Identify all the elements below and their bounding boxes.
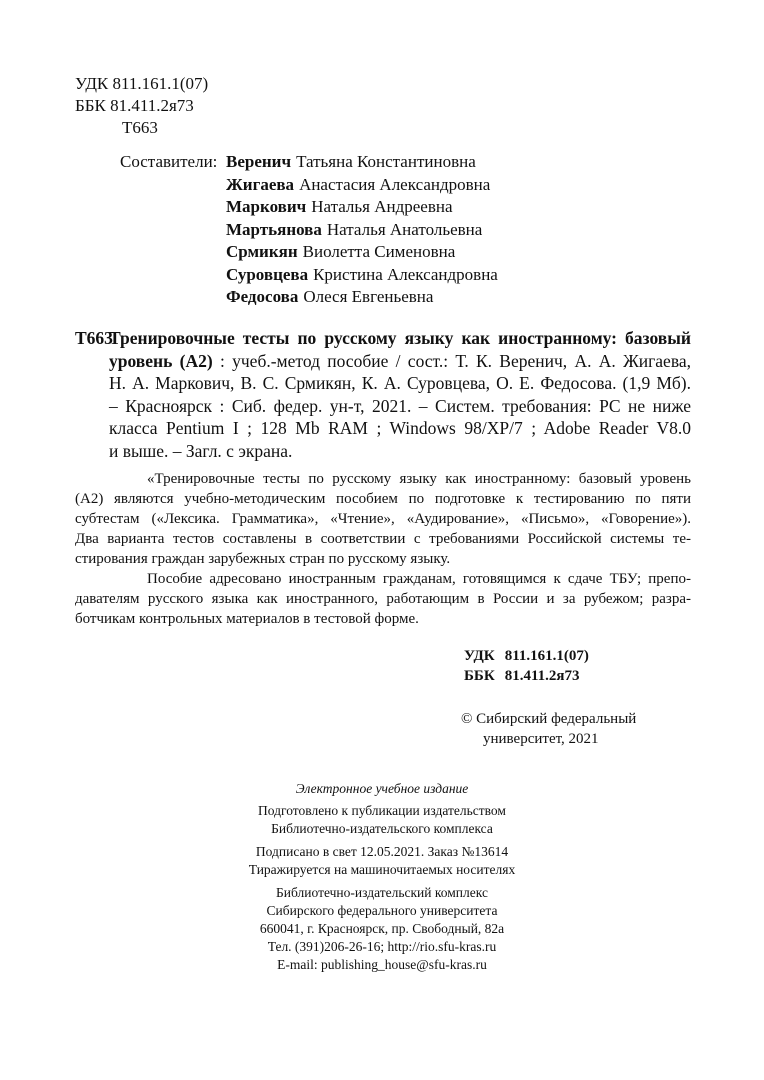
compiler-name: Наталья Анатольевна (326, 219, 483, 239)
compiler-row (120, 264, 498, 287)
copyright-line: © Сибирский федеральный (461, 711, 637, 727)
abstract-line: ботчикам контрольных материалов в тестовой форме. (75, 611, 419, 627)
biblio-line: Н. А. Маркович, В. С. Срмикян, К. А. Суровцева, О. Е. Федосова. (1,9 Мб). (109, 373, 691, 393)
imprint-line: Тиражируется на машиночитаемых носителях (248, 862, 516, 877)
bbk-label: ББК (464, 668, 495, 684)
udk-code: УДК 811.161.1(07) (75, 74, 209, 93)
compiler-row (120, 219, 498, 242)
abstract-line: (А2) являются учебно-методическим пособием по подготовке к тестированию по пяти (75, 491, 691, 507)
biblio-code: Т663 (75, 328, 113, 348)
biblio-line (75, 350, 691, 373)
compiler-name: Виолетта Сименовна (302, 242, 456, 261)
publisher-address (210, 884, 554, 974)
biblio-line: – Красноярск : Сиб. федер. ун-т, 2021. – Систем. требования: PC не ниже (109, 395, 691, 416)
imprint-line: 660041, г. Красноярск, пр. Свободный, 82а (259, 921, 505, 936)
compiler-surname: Федосова (226, 287, 299, 306)
compiler-surname: Мартьянова (226, 219, 322, 239)
abstract-line: Пособие адресовано иностранным гражданам, готовящимся к сдаче ТБУ; препо- (147, 571, 691, 587)
compiler-name: Наталья Андреевна (311, 197, 453, 216)
bbk-value: 81.411.2я73 (504, 668, 580, 684)
imprint-line: Библиотечно-издательский комплекс (276, 885, 488, 900)
imprint-line: Подписано в свет 12.05.2021. Заказ №13614 (255, 844, 509, 859)
bbk-code: ББК 81.411.2я73 (75, 96, 194, 115)
copyright (461, 709, 636, 749)
compiler-row (120, 286, 498, 309)
imprint-line: Библиотечно-издательского комплекса (271, 821, 493, 836)
compilers-label: Составители: (120, 152, 218, 171)
abstract-line: субтестам («Лексика. Грамматика», «Чтение», «Аудирование», «Письмо», «Говорение»). (75, 511, 691, 527)
edition-type: Электронное учебное издание (295, 781, 469, 796)
compiler-surname: Веренич (226, 152, 292, 171)
abstract-line: давателям русского языка как иностранного, работающим в России и за рубежом; разра- (75, 591, 691, 607)
biblio-line: класса Pentium I ; 128 Mb RAM ; Windows 98/XP/7 ; Adobe Reader V8.0 (109, 418, 691, 438)
compiler-name: Олеся Евгеньевна (303, 287, 434, 306)
udk-value: 811.161.1(07) (504, 648, 589, 664)
biblio-title-level: уровень (А2) (109, 350, 213, 371)
biblio-title-line: Тренировочные тесты по русскому языку как иностранному: базовый (109, 328, 691, 348)
imprint-line: E-mail: publishing_house@sfu-kras.ru (277, 957, 487, 972)
abstract-line: Два варианта тестов составлены в соответствии с требованиями Российской системы те- (75, 531, 691, 547)
compiler-name: Кристина Александровна (313, 264, 498, 284)
imprint-line: Тел. (391)206-26-16; http://rio.sfu-kras.ru (267, 939, 497, 954)
abstract-line: стирования граждан зарубежных стран по русскому языку. (75, 551, 451, 567)
biblio-line: и выше. – Загл. с экрана. (109, 440, 293, 461)
copyright-line: университет, 2021 (483, 731, 599, 747)
imprint-signed (210, 843, 554, 879)
compiler-row (120, 241, 498, 264)
classification-bottom (464, 646, 589, 686)
udk-label: УДК (464, 648, 495, 664)
bibliographic-description (75, 327, 691, 462)
compiler-name: Анастасия Александровна (299, 174, 491, 194)
abstract-line: «Тренировочные тесты по русскому языку как иностранному: базовый уровень (147, 471, 691, 487)
compiler-row (120, 196, 498, 219)
biblio-title-rest: : учеб.-метод пособие / сост.: Т. К. Веренич, А. А. Жигаева, (219, 350, 691, 371)
imprint-line: Подготовлено к публикации издательством (258, 803, 506, 818)
author-mark: Т663 (122, 118, 158, 137)
compiler-surname: Суровцева (226, 264, 309, 284)
compiler-surname: Жигаева (226, 174, 295, 194)
imprint-prepared (210, 802, 554, 838)
compiler-surname: Срмикян (226, 242, 298, 261)
abstract (75, 469, 691, 629)
compilers-block (120, 151, 498, 309)
compiler-row (120, 151, 498, 174)
compiler-name: Татьяна Константиновна (296, 152, 476, 171)
compiler-row (120, 174, 498, 197)
compiler-surname: Маркович (226, 197, 307, 216)
imprint-line: Сибирского федерального университета (266, 903, 498, 918)
classification-block (75, 73, 208, 139)
